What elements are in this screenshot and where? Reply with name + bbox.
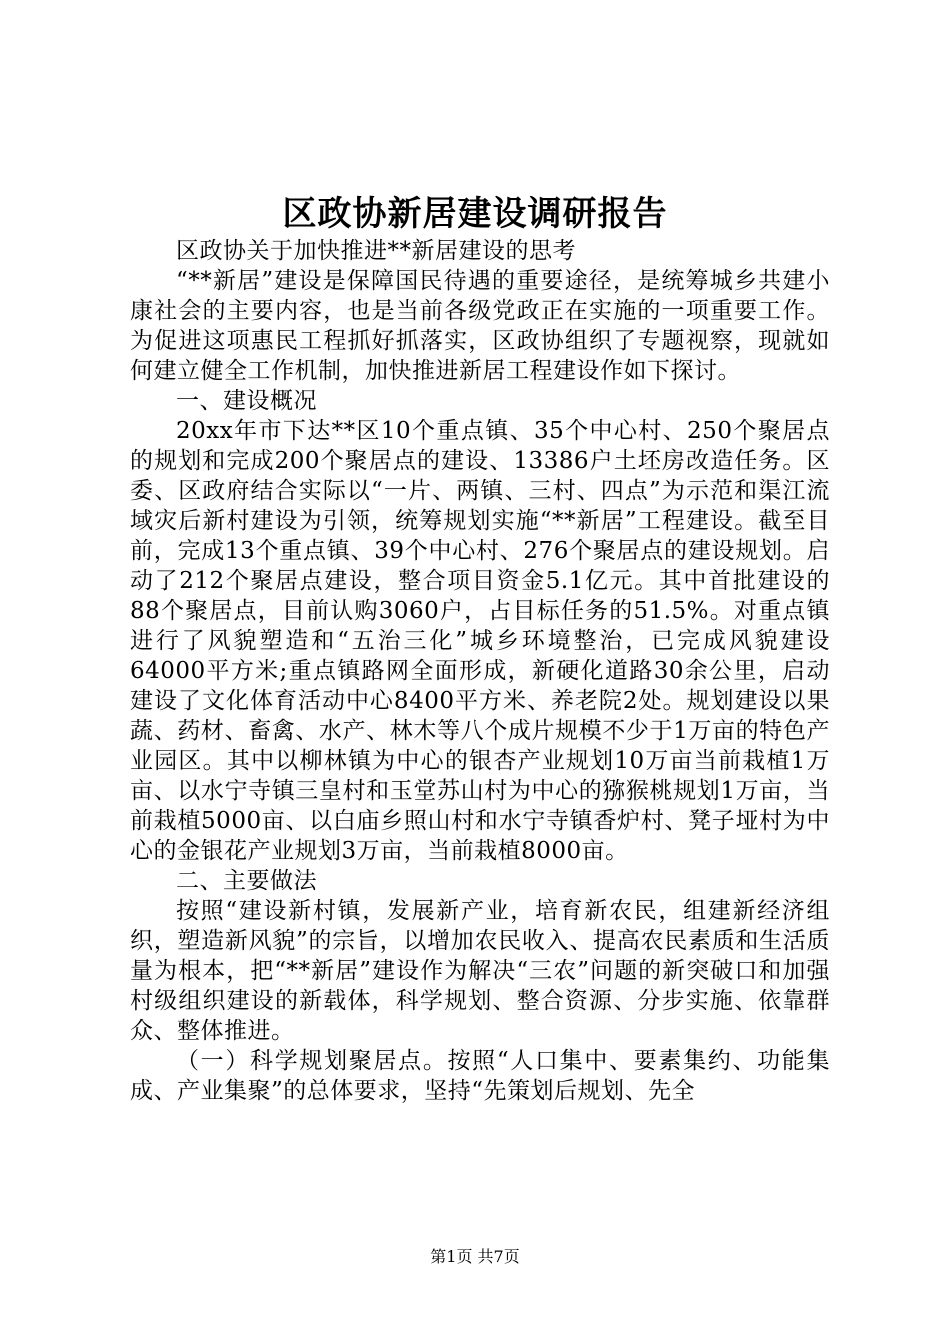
subtitle-paragraph: 区政协关于加快推进**新居建设的思考 (176, 238, 576, 264)
overview-paragraph: 20xx年市下达**区10个重点镇、35个中心村、250个聚居点的规划和完成200个聚居点的建设、13386户土坯房改造任务。区委、区政府结合实际以“一片、两镇、三村、四点”为示范和渠江流域灾后新村建设为引领，统筹规划实施“**新居”工程建设。截至目前，完成13个重点镇、39个中心村、276个聚居点的建设规划。启动了212个聚居点建设，整合项目资金5.1亿元。其中首批建设的88个聚居点，目前认购3060户，占目标任务的51.5%。对重点镇进行了风貌塑造和“五治三化”城乡环境整治，已完成风貌建设64000平方米;重点镇路网全面形成，新硬化道路30余公里，启动建设了文化体育活动中心8400平方米、养老院2处。规划建设以果蔬、药材、畜禽、水产、林木等八个成片规模不少于1万亩的特色产业园区。其中以柳林镇为中心的银杏产业规划10万亩当前栽植1万亩、以水宁寺镇三皇村和玉堂苏山村为中心的猕猴桃规划1万亩，当前栽植5000亩、以白庙乡照山村和水宁寺镇香炉村、凳子垭村为中心的金银花产业规划3万亩，当前栽植8000亩。 (130, 418, 830, 864)
section-heading-2: 二、主要做法 (176, 868, 317, 894)
page-footer: 第1页 共7页 (430, 1247, 520, 1266)
document-body (130, 236, 830, 1106)
intro-paragraph: “**新居”建设是保障国民待遇的重要途径，是统筹城乡共建小康社会的主要内容，也是当前各级党政正在实施的一项重要工作。为促进这项惠民工程抓好抓落实，区政协组织了专题视察，现就如何建立健全工作机制，加快推进新居工程建设作如下探讨。 (130, 268, 830, 384)
approach-paragraph: 按照“建设新村镇，发展新产业，培育新农民，组建新经济组织，塑造新风貌”的宗旨，以增加农民收入、提高农民素质和生活质量为根本，把“**新居”建设作为解决“三农”问题的新突破口和加强村级组织建设的新载体，科学规划、整合资源、分步实施、依靠群众、整体推进。 (130, 898, 830, 1044)
subsection-paragraph-1: （一）科学规划聚居点。按照“人口集中、要素集约、功能集成、产业集聚”的总体要求，坚持“先策划后规划、先全 (130, 1048, 830, 1104)
section-heading-1: 一、建设概况 (176, 388, 317, 414)
document-title: 区政协新居建设调研报告 (282, 194, 668, 234)
